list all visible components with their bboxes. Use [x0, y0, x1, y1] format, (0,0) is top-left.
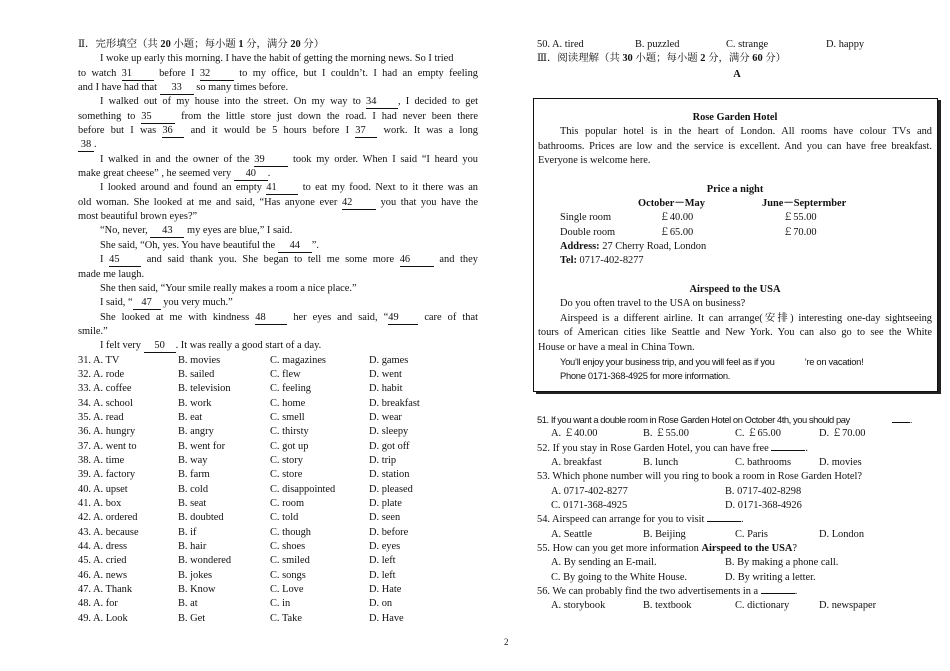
room-type: Single room [560, 212, 612, 224]
text: I walked in and the owner of the [100, 153, 250, 165]
option-row-40 [78, 483, 478, 497]
option-d[interactable]: D. plate [369, 498, 402, 509]
option-d[interactable]: D. Hate [369, 584, 402, 596]
box-shadow [938, 100, 941, 392]
option-a[interactable]: 42. A. ordered [78, 512, 138, 524]
question-55 [537, 542, 937, 556]
option-b[interactable]: B. jokes [178, 569, 213, 581]
passage-line: most beautiful brown eyes?” [78, 211, 198, 223]
option-b[interactable]: B. seat [178, 498, 207, 509]
option-b[interactable]: B. textbook [643, 600, 692, 612]
option-b[interactable]: B. way [178, 454, 208, 466]
passage-line [78, 153, 478, 167]
option-c[interactable]: C. smell [270, 411, 305, 423]
option-a[interactable]: 32. A. rode [78, 368, 125, 380]
passage-line [78, 110, 478, 124]
question-56 [537, 585, 937, 599]
option-d[interactable]: D. pleased [369, 483, 413, 495]
option-d[interactable]: D. station [369, 469, 410, 481]
option-a[interactable]: 40. A. upset [78, 483, 128, 495]
price-row-double [538, 226, 932, 240]
option-d[interactable]: D. left [369, 555, 396, 567]
price-title: Price a night [706, 183, 764, 195]
option-a[interactable]: 43. A. because [78, 526, 139, 538]
heading-text: 分） [762, 53, 787, 65]
part-label: A [733, 68, 741, 80]
points-total: 20 [290, 39, 301, 50]
text: her eyes and said, “ [293, 311, 389, 323]
option-c[interactable]: C. story [270, 454, 303, 466]
heading-text: 分） [300, 39, 325, 50]
question-51 [537, 413, 937, 427]
option-d[interactable]: D. trip [369, 454, 397, 466]
text: make great cheese” , he seemed very [78, 168, 232, 180]
options-53-cd [537, 499, 937, 513]
text: to eat my food. Next to it there was an [302, 182, 479, 194]
option-d[interactable]: D. got off [369, 440, 410, 452]
address-label: Address: [560, 241, 600, 253]
option-d[interactable]: D. London [819, 528, 865, 540]
option-d[interactable]: D. on [369, 598, 393, 610]
text: . [267, 168, 271, 180]
option-d[interactable]: D. seen [369, 512, 401, 524]
option-c[interactable]: C. flew [270, 368, 301, 380]
room-price-2: ￡70.00 [782, 226, 817, 238]
option-a[interactable]: 44. A. dress [78, 541, 128, 553]
text: you that you have the [380, 196, 478, 208]
option-a[interactable]: 38. A. time [78, 454, 125, 466]
option-a[interactable]: 41. A. box [78, 498, 122, 509]
text: you very much.” [163, 297, 233, 309]
period-1: October－May [638, 198, 705, 210]
option-row-39 [78, 468, 478, 482]
heading-text: 分，满分 [243, 39, 291, 50]
blank-43[interactable]: 43 [150, 225, 184, 238]
airline-text: tours of American cities like Seattle and New York. You can also go to see the White [538, 327, 932, 339]
answer-blank-52[interactable] [771, 450, 805, 451]
passage-line [78, 138, 478, 152]
blank-34[interactable]: 34 [366, 96, 398, 109]
option-c[interactable]: C. disappointed [270, 483, 336, 495]
question-stem: 55. How can you get more information [537, 543, 702, 555]
option-c[interactable]: C. Love [270, 584, 304, 596]
passage-line [78, 339, 478, 353]
option-d[interactable]: D. before [369, 526, 409, 538]
text: “No, never, [100, 225, 148, 237]
points-each: 1 [238, 39, 244, 50]
blank-37[interactable]: 37 [355, 125, 377, 138]
option-c[interactable]: C. home [270, 397, 306, 409]
option-c[interactable]: C. shoes [270, 541, 306, 553]
question-53: 53. Which phone number will you ring to book a room in Rose Garden Hotel? [537, 471, 863, 483]
option-a[interactable]: A. 0717-402-8277 [551, 485, 628, 497]
passage-line [78, 124, 478, 138]
option-a[interactable]: A. ￡40.00 [551, 428, 598, 440]
text: , I decided to get [398, 96, 478, 108]
blank-32[interactable]: 32 [200, 68, 234, 81]
question-54 [537, 513, 937, 527]
text: work. It was a long [383, 125, 478, 137]
option-a[interactable]: 47. A. Thank [78, 584, 133, 596]
option-row-46 [78, 569, 478, 583]
heading-text: 小题；每小题 [632, 53, 701, 65]
option-a[interactable]: A. By sending an E-mail. [551, 557, 657, 569]
blank-45[interactable]: 45 [109, 254, 141, 267]
option-c[interactable]: C. room [270, 498, 305, 509]
blank-40[interactable]: 40 [234, 168, 268, 181]
option-c[interactable]: C. dictionary [735, 600, 790, 612]
option-row-37 [78, 440, 478, 454]
right-column [537, 38, 937, 82]
text: so many times before. [196, 82, 289, 94]
hotel-text: bathrooms. Prices are low and the service is excellent. And you can have free breakfast. [538, 140, 932, 152]
cloze-options [78, 354, 478, 627]
text: She looked at me with kindness [100, 311, 250, 323]
hotel-address [538, 240, 932, 254]
passage-line [78, 253, 478, 267]
advertisement-box [533, 98, 938, 392]
option-d[interactable]: D. 0171-368-4926 [725, 500, 802, 512]
option-b[interactable]: B. wondered [178, 555, 232, 567]
text: old woman. She looked at me and said, “Has anyone ever [78, 196, 338, 208]
option-b[interactable]: B. Beijing [643, 528, 686, 540]
text: She said, “Oh, yes. You have beautiful the [100, 239, 276, 251]
option-b[interactable]: B. 0717-402-8298 [725, 485, 802, 497]
option-c[interactable]: C. bathrooms [735, 457, 791, 469]
address-value: 27 Cherry Road, London [602, 241, 707, 253]
option-d[interactable]: D. sleepy [369, 426, 409, 438]
spacer [538, 269, 932, 283]
text: ’re on vacation! [804, 355, 864, 367]
question-stem: 56. We can probably find the two advertisements in a [537, 586, 759, 598]
option-c[interactable]: C. 0171-368-4925 [551, 500, 628, 512]
option-b[interactable]: B. angry [178, 426, 214, 438]
question-stem: 52. If you stay in Rose Garden Hotel, you can have free [537, 442, 769, 454]
passage-line: made me laugh. [78, 268, 145, 280]
text: took my order. When I said “I heard you [293, 153, 478, 165]
option-d[interactable]: D. left [369, 569, 396, 581]
options-51 [537, 427, 937, 441]
question-count: 30 [622, 53, 633, 65]
option-a[interactable]: 31. A. TV [78, 354, 120, 366]
option-row-32 [78, 368, 478, 382]
option-row-50 [537, 38, 937, 52]
options-55-cd [537, 571, 937, 585]
points-each: 2 [700, 53, 706, 65]
option-d[interactable]: D. ￡70.00 [819, 428, 866, 440]
text: I looked around and found an empty [100, 182, 262, 194]
option-row-41 [78, 497, 478, 511]
passage-line [78, 296, 478, 310]
option-row-48 [78, 597, 478, 611]
text: from the little store just down the road. I had never been there [181, 110, 478, 122]
left-column [78, 38, 478, 626]
text: to my office, but I couldn’t. I had an empty feeling [239, 67, 478, 79]
passage-line: I woke up early this morning. I have the habit of getting the morning news. So I tried [100, 53, 454, 65]
option-row-43 [78, 526, 478, 540]
text: my eyes are blue,” I said. [186, 225, 293, 237]
options-54 [537, 528, 937, 542]
option-a[interactable]: 39. A. factory [78, 469, 136, 481]
airline-text: Do you often travel to the USA on business? [560, 298, 746, 310]
heading-text: 小题；每小题 [170, 39, 239, 50]
option-a[interactable]: 49. A. Look [78, 612, 128, 624]
text: I [100, 254, 104, 266]
blank-33[interactable]: 33 [160, 82, 194, 95]
room-price-1: ￡65.00 [659, 226, 694, 238]
option-a[interactable]: 36. A. hungry [78, 426, 136, 438]
blank-39[interactable]: 39 [254, 154, 288, 167]
option-row-35 [78, 411, 478, 425]
option-a[interactable]: 45. A. cried [78, 555, 127, 567]
option-a[interactable]: A. storybook [551, 600, 606, 612]
options-56 [537, 599, 937, 613]
option-b[interactable]: B. By making a phone call. [725, 557, 839, 569]
option-row-31 [78, 354, 478, 368]
blank-50[interactable]: 50 [144, 340, 176, 353]
text: . [94, 139, 97, 151]
text: and it would be 5 hours before I [190, 125, 350, 137]
passage-line [78, 95, 478, 109]
option-a[interactable]: A. Seattle [551, 528, 592, 540]
option-b[interactable]: B. lunch [643, 457, 679, 469]
option-row-44 [78, 540, 478, 554]
option-b[interactable]: B. sailed [178, 368, 215, 380]
passage-line: She then said, “Your smile really makes a room a nice place.” [100, 282, 357, 294]
option-a[interactable]: A. breakfast [551, 457, 602, 469]
option-d[interactable]: D. habit [369, 383, 403, 395]
option-d[interactable]: D. happy [826, 39, 865, 50]
hotel-tel [538, 254, 932, 268]
option-d[interactable]: D. eyes [369, 541, 401, 553]
option-a[interactable]: 35. A. read [78, 411, 124, 423]
tel-value: 0717-402-8277 [579, 255, 644, 267]
page-number: 2 [504, 637, 509, 647]
text: something to [78, 110, 136, 122]
blank-48[interactable]: 48 [255, 312, 287, 325]
option-c[interactable]: C. Paris [735, 528, 768, 540]
question-stem-bold: Airspeed to the USA [701, 543, 793, 555]
option-c[interactable]: C. smiled [270, 555, 310, 567]
option-row-49 [78, 612, 478, 626]
heading-text: Ⅱ．完形填空（共 [78, 39, 161, 50]
option-c[interactable]: C. thirsty [270, 426, 309, 438]
text: . It was really a good start of a day. [175, 340, 322, 352]
text: before but I was [78, 125, 157, 137]
option-b[interactable]: B. if [178, 526, 197, 538]
option-b[interactable]: B. Get [178, 612, 206, 624]
question-count: 20 [160, 39, 171, 50]
option-c[interactable]: C. in [270, 598, 291, 610]
option-row-38 [78, 454, 478, 468]
reading-questions [537, 413, 937, 614]
option-c[interactable]: C. store [270, 469, 303, 481]
blank-46[interactable]: 46 [400, 254, 434, 267]
price-header [538, 197, 932, 211]
passage-line [78, 67, 478, 81]
blank-38[interactable]: 38 [78, 139, 94, 152]
passage-line [78, 224, 478, 238]
option-row-42 [78, 511, 478, 525]
text: care of that [424, 311, 478, 323]
advertisement-content [538, 111, 932, 384]
blank-31[interactable]: 31 [122, 68, 154, 81]
question-52 [537, 442, 937, 456]
answer-blank-54[interactable] [707, 521, 741, 522]
option-c[interactable]: C. though [270, 526, 311, 538]
passage-line [78, 181, 478, 195]
option-row-33 [78, 382, 478, 396]
passage-line [78, 239, 478, 253]
option-c[interactable]: C. songs [270, 569, 306, 581]
question-stem: 54. Airspeed can arrange for you to visit [537, 514, 705, 526]
text: You’ll enjoy your business trip, and you will feel as if you [560, 355, 775, 367]
option-b[interactable]: B. Know [178, 584, 216, 596]
option-row-34 [78, 397, 478, 411]
text: to watch [78, 67, 117, 79]
text: . [740, 514, 744, 526]
option-b[interactable]: B. work [178, 397, 212, 409]
option-b[interactable]: B. ￡55.00 [643, 428, 689, 440]
airline-phone: Phone 0171-368-4925 for more information. [560, 370, 731, 382]
passage-line [78, 81, 478, 95]
text: before I [159, 67, 195, 79]
price-header-blank [538, 197, 638, 211]
passage-line [78, 167, 478, 181]
option-a[interactable]: 33. A. coffee [78, 383, 132, 395]
passage-line [78, 196, 478, 210]
option-b[interactable]: B. eat [178, 411, 203, 423]
option-d[interactable]: D. wear [369, 411, 402, 423]
text: and said thank you. She began to tell me some more [146, 254, 395, 266]
blank-42[interactable]: 42 [342, 197, 376, 210]
option-d[interactable]: D. newspaper [819, 600, 877, 612]
option-b[interactable]: B. cold [178, 483, 209, 495]
text: I felt very [100, 340, 141, 352]
option-d[interactable]: D. Have [369, 612, 404, 624]
option-b[interactable]: B. puzzled [635, 39, 680, 50]
option-c[interactable]: C. magazines [270, 354, 326, 366]
option-c[interactable]: C. Take [270, 612, 302, 624]
option-a[interactable]: 34. A. school [78, 397, 133, 409]
option-d[interactable]: D. went [369, 368, 402, 380]
price-row-single [538, 211, 932, 225]
section2-heading [78, 38, 478, 52]
option-a[interactable]: 46. A. news [78, 569, 128, 581]
option-d[interactable]: D. movies [819, 457, 862, 469]
question-stem: 51. If you want a double room in Rose Garden Hotel on October 4th, you should pay [537, 414, 850, 425]
heading-text: 分，满分 [705, 53, 753, 65]
blank-49[interactable]: 49 [388, 312, 418, 325]
text: . [909, 414, 913, 425]
cloze-passage [78, 52, 478, 353]
option-a[interactable]: 48. A. for [78, 598, 118, 610]
passage-line [78, 311, 478, 325]
option-b[interactable]: B. movies [178, 354, 221, 366]
section3-heading [537, 52, 937, 66]
option-row-45 [78, 554, 478, 568]
option-d[interactable]: D. By writing a letter. [725, 571, 816, 583]
option-b[interactable]: B. doubted [178, 512, 224, 524]
option-b[interactable]: B. farm [178, 469, 210, 481]
passage-line: smile.” [78, 325, 108, 337]
answer-blank-56[interactable] [761, 593, 795, 594]
option-b[interactable]: B. television [178, 383, 231, 395]
hotel-title: Rose Garden Hotel [692, 112, 778, 123]
option-b[interactable]: B. at [178, 598, 198, 610]
blank-47[interactable]: 47 [133, 297, 161, 310]
heading-text: Ⅲ．阅读理解（共 [537, 53, 623, 65]
text: I said, “ [100, 297, 133, 309]
period-2: June－Septermber [762, 198, 847, 210]
option-d[interactable]: D. games [369, 354, 409, 366]
airline-title: Airspeed to the USA [689, 284, 781, 296]
tel-label: Tel: [560, 255, 577, 267]
option-d[interactable]: D. breakfast [369, 397, 420, 409]
text: . [794, 586, 798, 598]
text: ? [792, 543, 798, 555]
points-total: 60 [752, 53, 763, 65]
airline-text: House or have a meal in China Town. [538, 341, 695, 353]
blank-44[interactable]: 44 [278, 240, 312, 253]
option-c[interactable]: C. feeling [270, 383, 311, 395]
blank-41[interactable]: 41 [266, 182, 298, 195]
text: ”. [311, 239, 319, 251]
options-55-ab [537, 556, 937, 570]
room-price-2: ￡55.00 [782, 212, 817, 224]
spacer [538, 168, 932, 182]
airline-text [538, 355, 932, 369]
option-c[interactable]: C. By going to the White House. [551, 571, 688, 583]
answer-blank-51[interactable] [892, 422, 910, 423]
option-b[interactable]: B. went for [178, 440, 226, 452]
hotel-text: Everyone is welcome here. [538, 155, 651, 167]
option-a[interactable]: 37. A. went to [78, 440, 137, 452]
option-row-36 [78, 425, 478, 439]
option-row-47 [78, 583, 478, 597]
airline-text: Airspeed is a different airline. It can arrange(安排) interesting one-day sightseeing [560, 312, 932, 324]
option-c[interactable]: C. ￡65.00 [735, 428, 781, 440]
room-type: Double room [560, 226, 616, 238]
blank-35[interactable]: 35 [141, 111, 175, 124]
options-53-ab [537, 485, 937, 499]
options-52 [537, 456, 937, 470]
text: and I have had that [78, 82, 158, 94]
text: I walked out of my house into the street. On my way to [100, 96, 361, 108]
text: . [805, 442, 808, 454]
option-b[interactable]: B. hair [178, 541, 207, 553]
option-c[interactable]: C. told [270, 512, 299, 524]
blank-36[interactable]: 36 [162, 125, 184, 138]
option-a[interactable]: 50. A. tired [537, 39, 584, 50]
room-price-1: ￡40.00 [659, 212, 694, 224]
option-c[interactable]: C. got up [270, 440, 309, 452]
text: and they [439, 254, 478, 266]
option-c[interactable]: C. strange [726, 39, 769, 50]
hotel-text: This popular hotel is in the heart of London. All rooms have colour TVs and [560, 126, 932, 138]
